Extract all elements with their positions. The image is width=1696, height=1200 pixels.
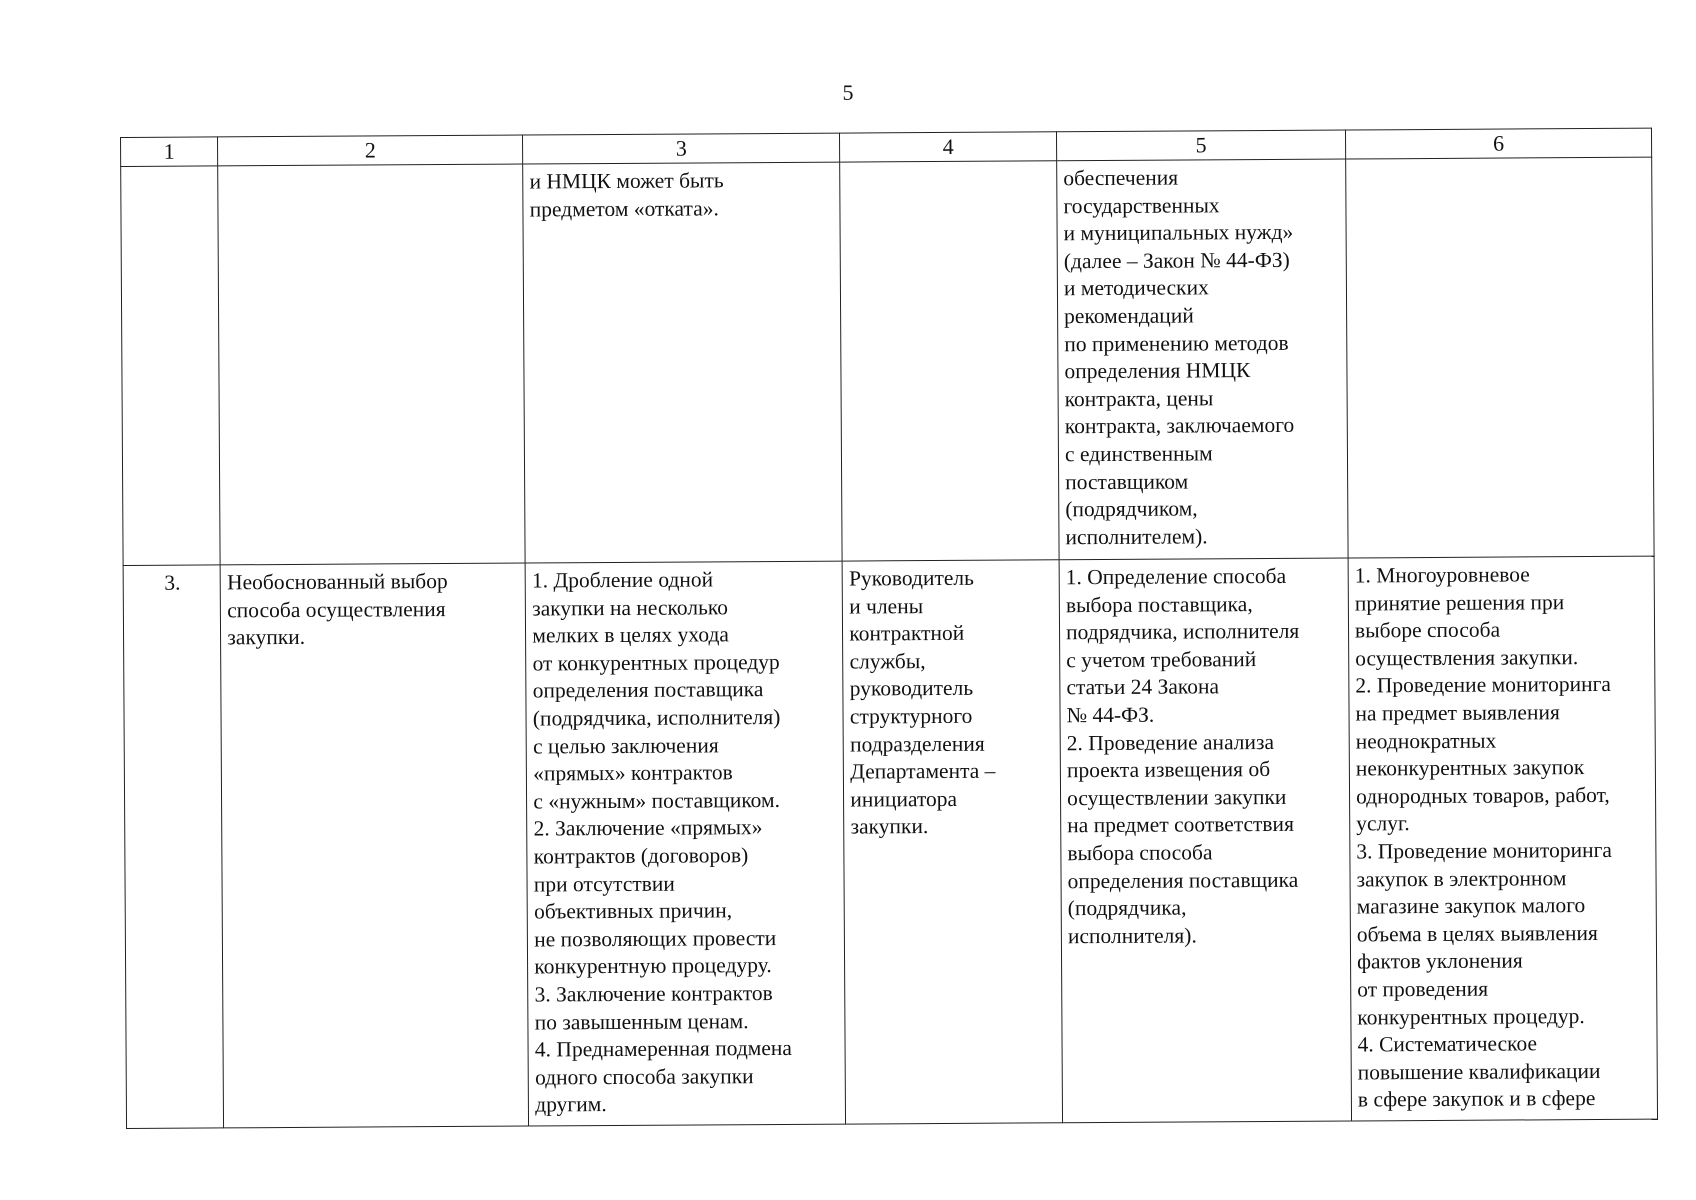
cell-additional-measures	[1346, 157, 1654, 558]
page-number: 5	[842, 80, 854, 105]
cell-measures: 1. Определение способа выбора поставщика, подрядчика, исполнителя с учетом требований статьи 24 Закона № 44-ФЗ. 2. Проведение анализа проекта извещения об осуществлении закупки на предмет соответствия выбора способа определения поставщика (подрядчика, исполнителя).	[1059, 558, 1351, 1123]
cell-description: и НМЦК может быть предметом «отката».	[523, 162, 842, 563]
column-header-1: 1	[121, 137, 218, 167]
column-header-2: 2	[218, 135, 523, 166]
cell-responsible: Руководитель и члены контрактной службы, руководитель структурного подразделения Департамента – инициатора закупки.	[842, 560, 1062, 1124]
cell-risk	[218, 164, 525, 565]
table-row	[121, 157, 1654, 565]
cell-additional-measures: 1. Многоуровневое принятие решения при выборе способа осуществления закупки. 2. Проведение мониторинга на предмет выявления неоднократных неконкурентных закупок однородных товаров, работ, услуг. 3. Проведение мониторинга закупок в электронном магазине закупок малого объема в целях выявления фактов уклонения от проведения конкурентных процедур. 4. Систематическое повышение квалификации в сфере закупок и в сфере	[1348, 556, 1657, 1121]
cell-responsible	[840, 161, 1059, 561]
cell-measures: обеспечения государственных и муниципальных нужд» (далее – Закон № 44-ФЗ) и методических рекомендаций по применению методов определения НМЦК контракта, цены контракта, заключаемого с единственным поставщиком (подрядчиком, исполнителем).	[1057, 159, 1348, 560]
column-header-3: 3	[523, 133, 840, 164]
cell-description: 1. Дробление одной закупки на несколько мелких в целях ухода от конкурентных процедур определения поставщика (подрядчика, исполнителя) с целью заключения «прямых» контрактов с «нужным» поставщиком. 2. Заключение «прямых» контрактов (договоров) при отсутствии объективных причин, не позволяющих провести конкурентную процедуру. 3. Заключение контрактов по завышенным ценам. 4. Преднамеренная подмена одного способа закупки другим.	[525, 561, 845, 1126]
table-row	[123, 556, 1657, 1128]
cell-risk: Необоснованный выбор способа осуществления закупки.	[220, 563, 528, 1128]
column-header-6: 6	[1345, 128, 1651, 159]
measures-table	[120, 128, 1658, 1129]
cell-number: 3.	[123, 565, 224, 1129]
cell-number	[121, 166, 221, 566]
column-header-4: 4	[840, 132, 1057, 162]
column-header-5: 5	[1057, 130, 1346, 161]
